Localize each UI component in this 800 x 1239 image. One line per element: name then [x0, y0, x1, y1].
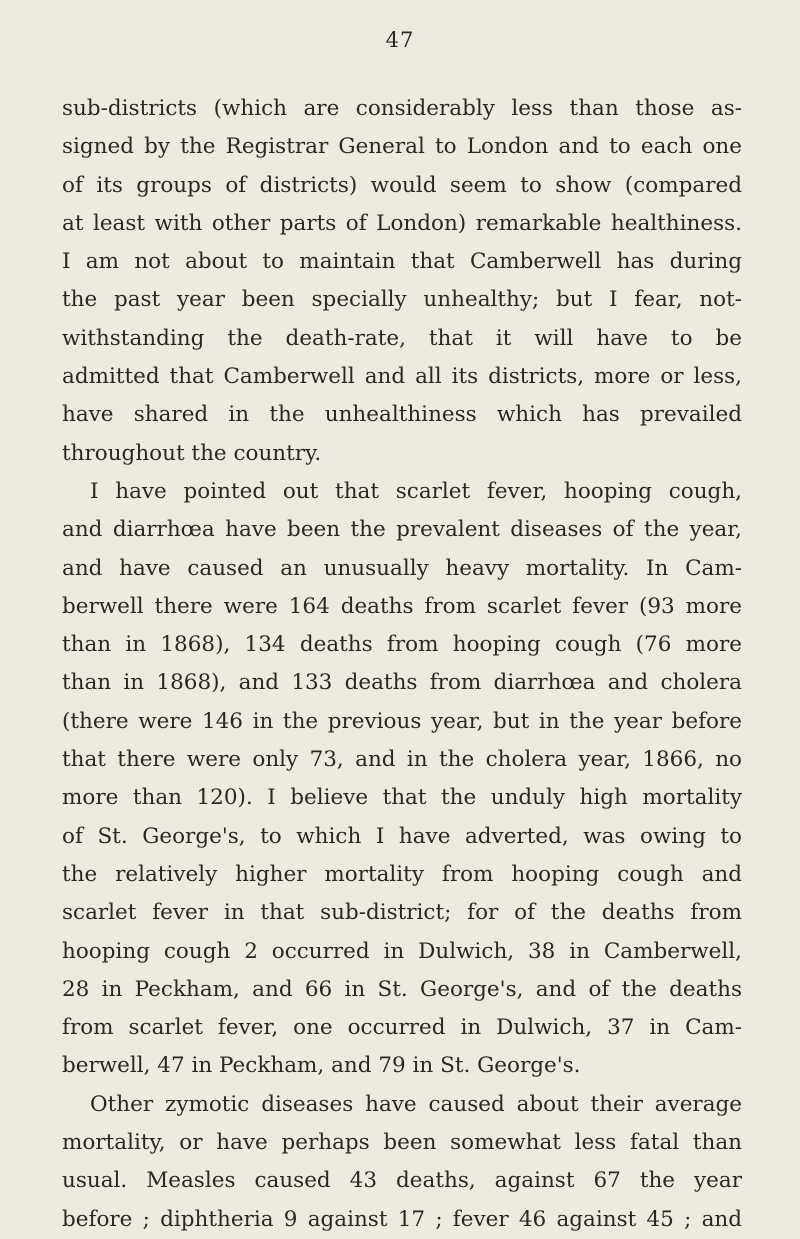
- text-line: signed by the Registrar General to London and to each one: [62, 134, 742, 160]
- text-line: at least with other parts of London) remarkable healthiness.: [62, 210, 742, 236]
- text-line: admitted that Camberwell and all its districts, more or less,: [62, 364, 742, 390]
- text-line: Other zymotic diseases have caused about their average: [90, 1091, 742, 1117]
- body-text: [62, 90, 742, 1239]
- page-number: 47: [385, 28, 415, 52]
- text-line: of its groups of districts) would seem to show (compared: [62, 172, 742, 198]
- text-line: usual. Measles caused 43 deaths, against 67 the year: [62, 1168, 742, 1194]
- text-line: I have pointed out that scarlet fever, hooping cough,: [90, 478, 742, 504]
- paragraph-2: [62, 473, 742, 1086]
- text-line: berwell there were 164 deaths from scarlet fever (93 more: [62, 593, 742, 619]
- text-line: scarlet fever in that sub-district; for of the deaths from: [62, 900, 742, 926]
- paragraph-3: [62, 1086, 742, 1239]
- text-line: (there were 146 in the previous year, but in the year before: [62, 708, 742, 734]
- text-line: throughout the country.: [62, 440, 322, 466]
- text-line: than in 1868), 134 deaths from hooping cough (76 more: [62, 632, 742, 658]
- text-line: and diarrhœa have been the prevalent diseases of the year,: [62, 517, 742, 543]
- text-line: than in 1868), and 133 deaths from diarrhœa and cholera: [62, 670, 742, 696]
- text-line: sub-districts (which are considerably less than those as-: [62, 96, 742, 121]
- text-line: before ; diphtheria 9 against 17 ; fever 46 against 45 ; and: [62, 1206, 742, 1232]
- text-line: the relatively higher mortality from hooping cough and: [62, 861, 742, 887]
- text-line: 28 in Peckham, and 66 in St. George's, and of the deaths: [62, 976, 742, 1002]
- text-line: of St. George's, to which I have adverted, was owing to: [62, 823, 742, 849]
- text-line: I am not about to maintain that Camberwell has during: [62, 249, 742, 275]
- text-line: withstanding the death-rate, that it will have to be: [62, 325, 742, 351]
- text-line: more than 120). I believe that the unduly high mortality: [62, 785, 742, 811]
- text-line: have shared in the unhealthiness which has prevailed: [62, 402, 742, 428]
- text-line: from scarlet fever, one occurred in Dulwich, 37 in Cam-: [62, 1015, 742, 1041]
- text-line: mortality, or have perhaps been somewhat less fatal than: [62, 1130, 742, 1156]
- text-line: and have caused an unusually heavy mortality. In Cam-: [62, 555, 742, 581]
- paragraph-1: [62, 90, 742, 473]
- text-line: hooping cough 2 occurred in Dulwich, 38 in Camberwell,: [62, 938, 742, 964]
- text-line: berwell, 47 in Peckham, and 79 in St. George's.: [62, 1053, 581, 1079]
- text-line: the past year been specially unhealthy; but I fear, not-: [62, 287, 742, 313]
- text-line: that there were only 73, and in the cholera year, 1866, no: [62, 747, 742, 773]
